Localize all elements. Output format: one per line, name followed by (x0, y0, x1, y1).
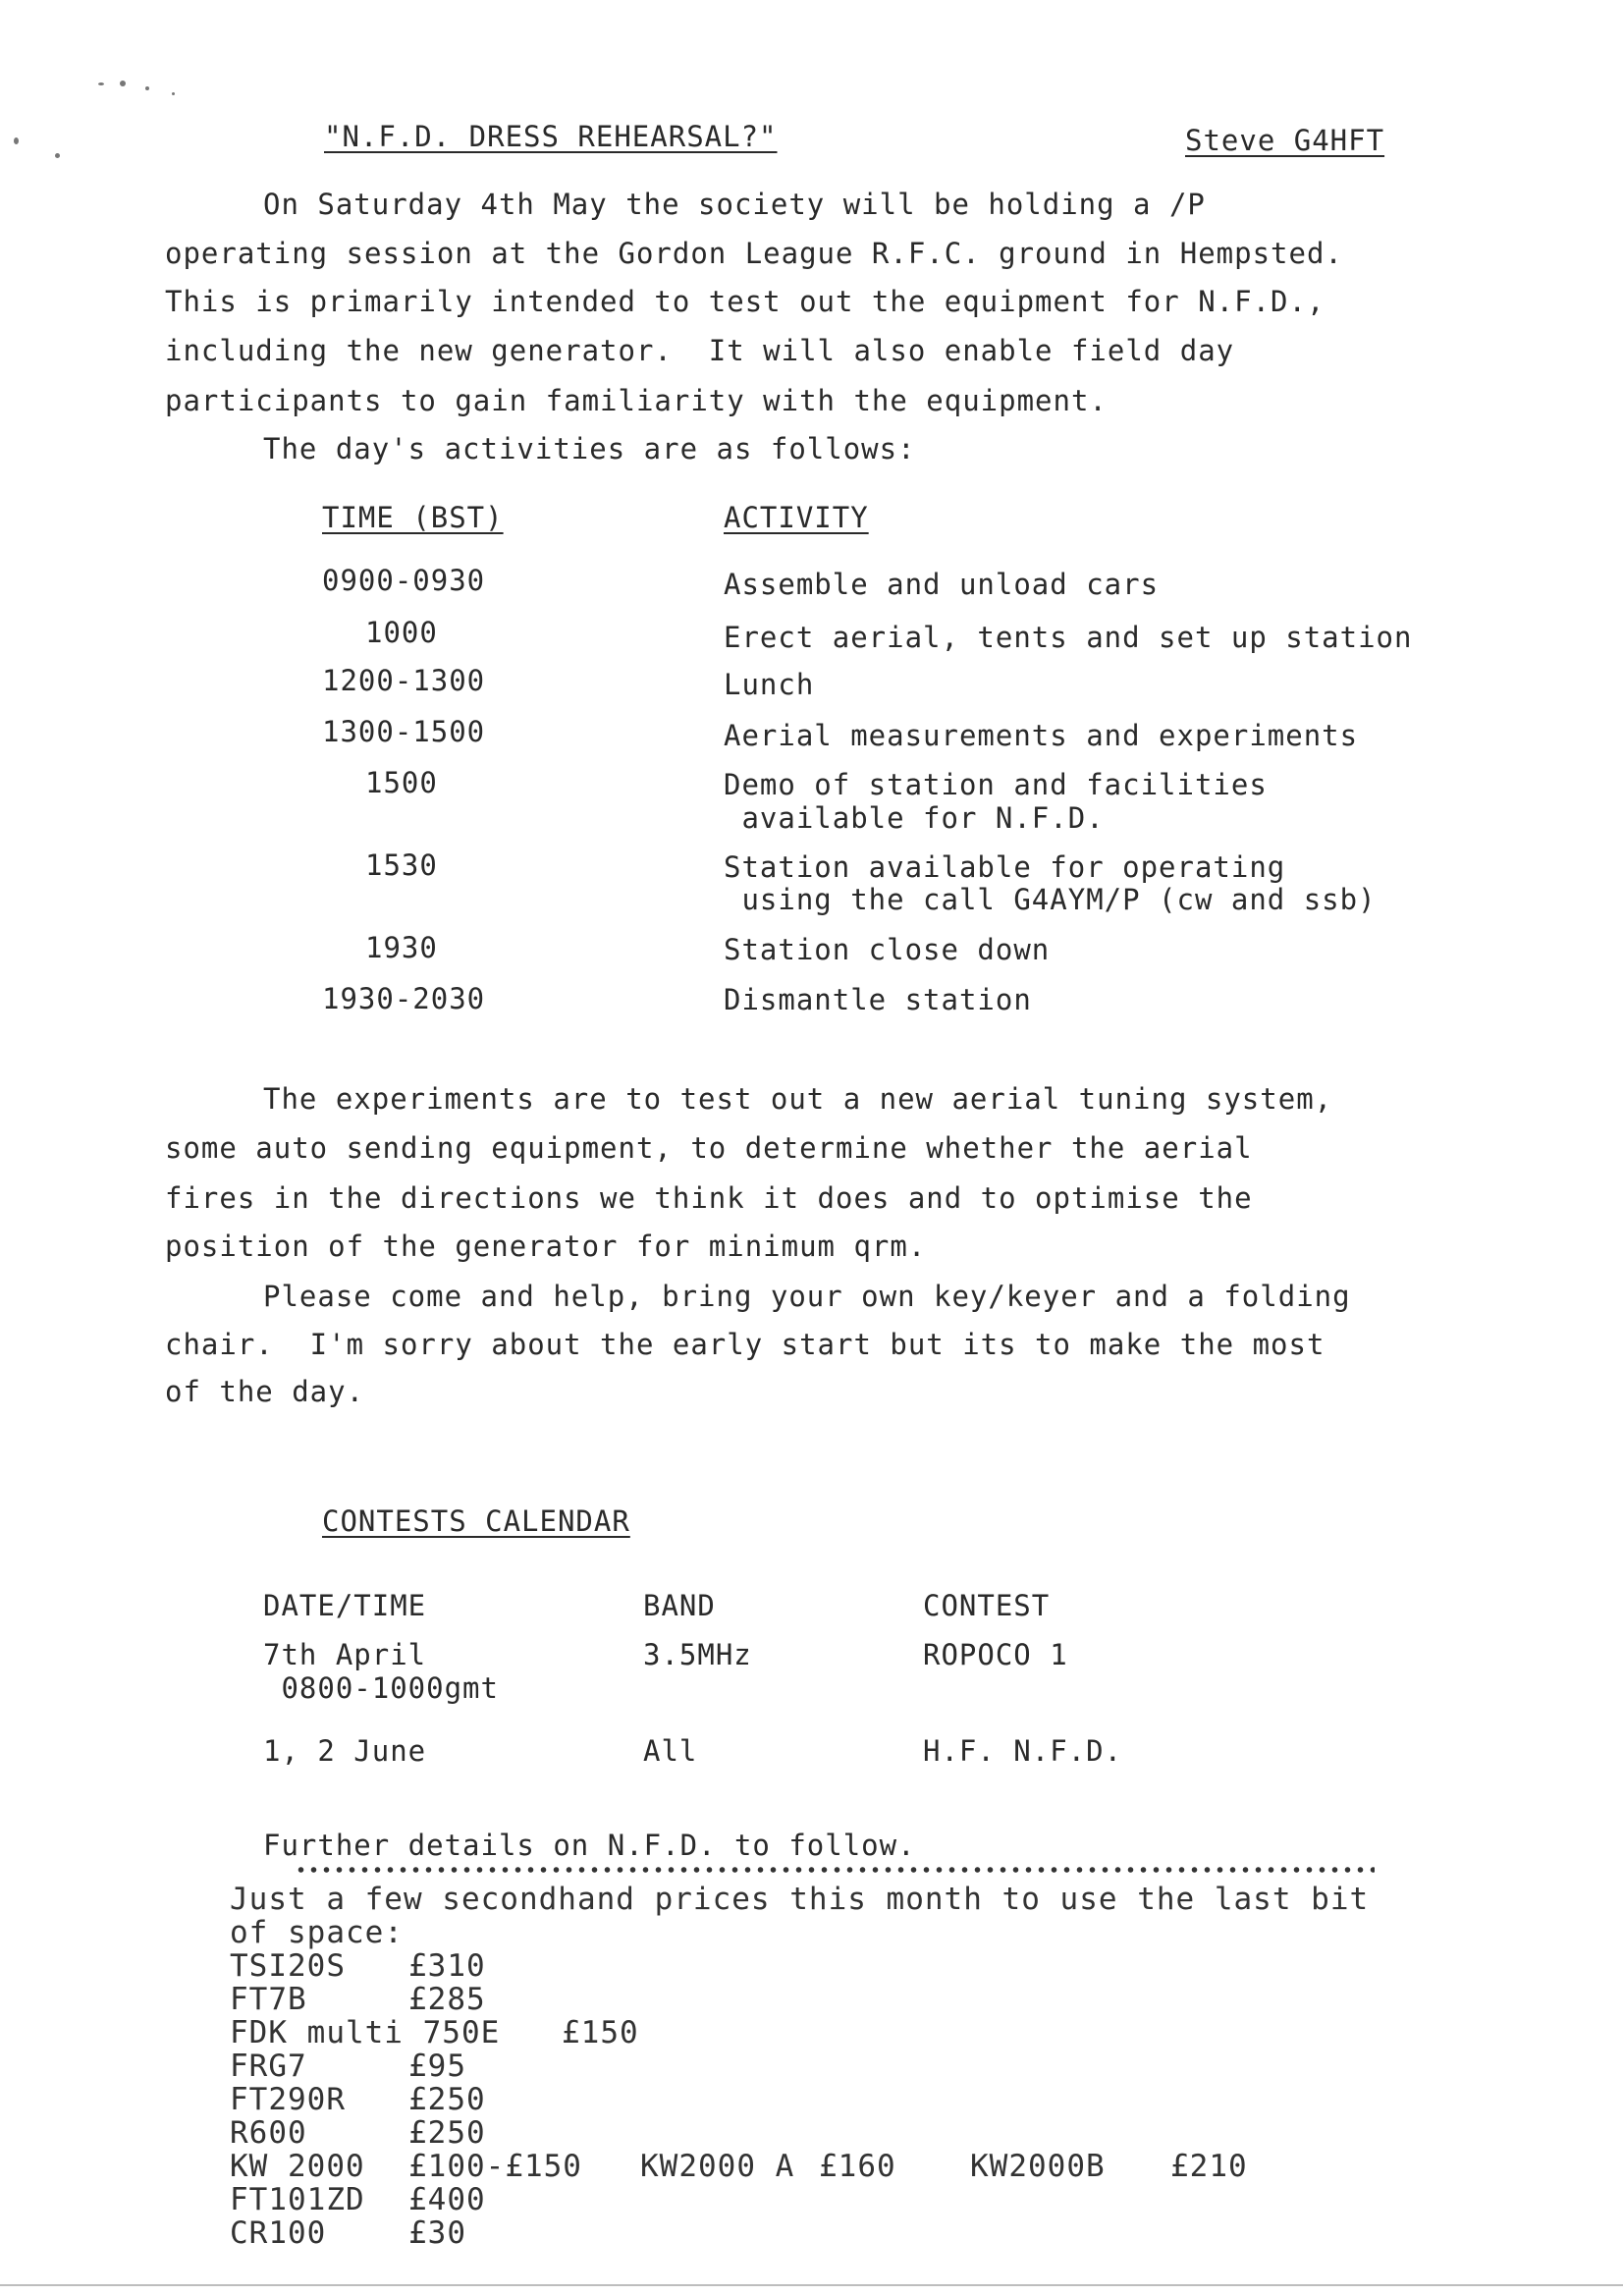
schedule-time: 1930-2030 (322, 982, 486, 1015)
schedule-activity: Lunch (724, 668, 815, 701)
contests-contest-header: CONTEST (923, 1589, 1051, 1622)
scan-speck (145, 86, 149, 90)
scan-speck (55, 153, 60, 158)
schedule-time: 1530 (365, 848, 438, 882)
intro-line: The day's activities are as follows: (263, 432, 916, 465)
article-author: Steve G4HFT (1185, 124, 1385, 157)
schedule-activity: Dismantle station (724, 983, 1032, 1016)
price-item-value: £100-£150 (408, 2149, 582, 2184)
contests-footer: Further details on N.F.D. to follow. (263, 1829, 916, 1862)
contest-date: 7th April (263, 1638, 427, 1671)
price-item-name: FDK multi 750E (230, 2015, 501, 2050)
price-item-name: FT7B (230, 1982, 307, 2017)
price-item-value: £210 (1170, 2149, 1248, 2184)
price-item-name: FRG7 (230, 2049, 307, 2084)
schedule-activity: Assemble and unload cars (724, 568, 1160, 601)
price-item-name: KW 2000 (230, 2149, 365, 2184)
contest-date: 0800-1000gmt (263, 1671, 499, 1705)
schedule-time: 1930 (365, 931, 438, 964)
secondhand-intro-line: of space: (230, 1915, 404, 1950)
secondhand-intro-line: Just a few secondhand prices this month to use the last bit (230, 1882, 1370, 1917)
schedule-activity: Station available for operating (724, 850, 1286, 884)
schedule-time: 1300-1500 (322, 715, 486, 748)
closing-line: fires in the directions we think it does and to optimise the (165, 1181, 1253, 1215)
price-item-name: KW2000B (970, 2149, 1106, 2184)
contest-name: H.F. N.F.D. (923, 1734, 1123, 1768)
contest-name: ROPOCO 1 (923, 1638, 1068, 1671)
schedule-time-header: TIME (BST) (322, 501, 504, 534)
schedule-activity-header: ACTIVITY (724, 501, 869, 534)
closing-line: Please come and help, bring your own key/keyer and a folding (263, 1280, 1351, 1313)
schedule-activity: available for N.F.D. (724, 801, 1105, 835)
intro-line: This is primarily intended to test out the equipment for N.F.D., (165, 285, 1325, 318)
price-item-value: £150 (562, 2015, 639, 2050)
schedule-activity: Erect aerial, tents and set up station (724, 621, 1413, 654)
schedule-time: 1200-1300 (322, 664, 486, 697)
contest-band: All (643, 1734, 698, 1768)
price-item-name: CR100 (230, 2215, 327, 2251)
price-item-value: £160 (819, 2149, 896, 2184)
scan-speck (172, 92, 175, 95)
contest-band: 3.5MHz (643, 1638, 752, 1671)
intro-line: participants to gain familiarity with the equipment. (165, 384, 1108, 417)
price-item-name: KW2000 A (640, 2149, 795, 2184)
article-title: "N.F.D. DRESS REHEARSAL?" (324, 120, 778, 153)
price-item-name: TSI20S (230, 1948, 346, 1984)
price-item-value: £250 (408, 2115, 486, 2151)
scan-edge-line (0, 2284, 1623, 2286)
price-item-value: £310 (408, 1948, 486, 1984)
price-item-name: FT101ZD (230, 2182, 365, 2217)
price-item-name: FT290R (230, 2082, 346, 2117)
schedule-activity: Demo of station and facilities (724, 768, 1268, 801)
intro-line: On Saturday 4th May the society will be holding a /P (263, 188, 1206, 221)
dotted-divider (295, 1863, 1375, 1877)
intro-line: operating session at the Gordon League R.F.C. ground in Hempsted. (165, 237, 1343, 270)
price-item-value: £285 (408, 1982, 486, 2017)
scan-speck (98, 82, 104, 85)
schedule-activity: using the call G4AYM/P (cw and ssb) (724, 883, 1377, 916)
scan-speck (120, 81, 126, 86)
schedule-time: 0900-0930 (322, 564, 486, 597)
contest-date: 1, 2 June (263, 1734, 427, 1768)
schedule-activity: Station close down (724, 933, 1051, 966)
price-item-value: £400 (408, 2182, 486, 2217)
closing-line: some auto sending equipment, to determine whether the aerial (165, 1131, 1253, 1165)
price-item-value: £30 (408, 2215, 466, 2251)
intro-line: including the new generator. It will also enable field day (165, 334, 1235, 367)
price-item-value: £250 (408, 2082, 486, 2117)
closing-line: The experiments are to test out a new aerial tuning system, (263, 1082, 1333, 1116)
closing-line: of the day. (165, 1375, 365, 1408)
contests-date-header: DATE/TIME (263, 1589, 427, 1622)
contests-band-header: BAND (643, 1589, 716, 1622)
schedule-time: 1500 (365, 766, 438, 799)
schedule-activity: Aerial measurements and experiments (724, 719, 1359, 752)
contests-title: CONTESTS CALENDAR (322, 1504, 630, 1538)
price-item-name: R600 (230, 2115, 307, 2151)
closing-line: chair. I'm sorry about the early start but its to make the most (165, 1328, 1325, 1361)
schedule-time: 1000 (365, 616, 438, 649)
closing-line: position of the generator for minimum qrm. (165, 1230, 927, 1263)
price-item-value: £95 (408, 2049, 466, 2084)
scan-speck (14, 137, 19, 144)
